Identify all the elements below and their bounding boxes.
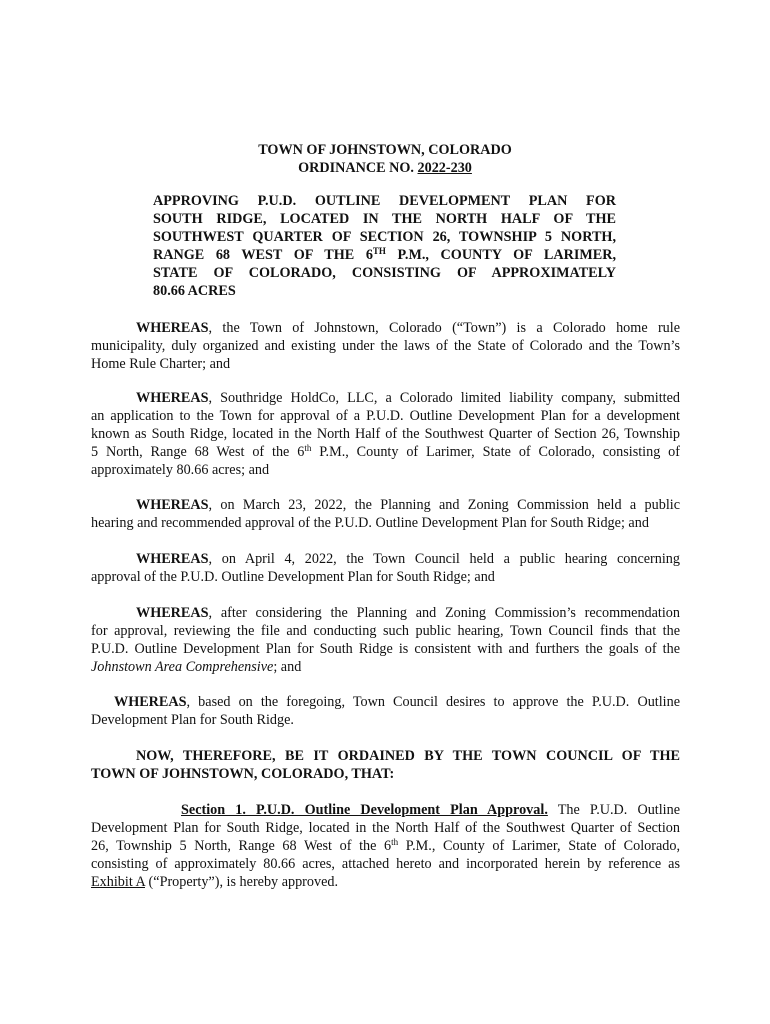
whereas-label: WHEREAS [136, 497, 209, 513]
title-line: SOUTH RIDGE, LOCATED IN THE NORTH HALF OF THE [153, 211, 616, 227]
ordinance-prefix: ORDINANCE NO. [298, 160, 418, 176]
title-line: APPROVING P.U.D. OUTLINE DEVELOPMENT PLAN FOR [153, 193, 616, 209]
town-heading: TOWN OF JOHNSTOWN, COLORADO [258, 142, 512, 158]
title-line: STATE OF COLORADO, CONSISTING OF APPROXIMATELY [153, 265, 616, 281]
whereas-paragraph-6: WHEREAS, based on the foregoing, Town Council desires to approve the P.U.D. Outline Development Plan for South Ridge. [91, 694, 680, 728]
whereas-paragraph-4: WHEREAS, on April 4, 2022, the Town Council held a public hearing concerning approval of the P.U.D. Outline Development Plan for South Ridge; and [91, 551, 680, 585]
section-1-paragraph: Section 1. P.U.D. Outline Development Plan Approval. The P.U.D. Outline Development Plan for South Ridge, located in the North Half of the Southwest Quarter of Section 26, Township 5 North, Range 68 West of the 6th P.M., County of Larimer, State of Colorado, consisting of approximately 80.66 acres, attached hereto and incorporated herein by reference as Exhibit A (“Property”), is hereby approved. [91, 802, 680, 890]
title-line: SOUTHWEST QUARTER OF SECTION 26, TOWNSHIP 5 NORTH, [153, 229, 616, 245]
whereas-label: WHEREAS [136, 320, 209, 336]
now-therefore-clause: NOW, THEREFORE, BE IT ORDAINED BY THE TOWN COUNCIL OF THE TOWN OF JOHNSTOWN, COLORADO, THAT: [91, 748, 680, 782]
whereas-label: WHEREAS [136, 551, 209, 567]
ordinance-number-heading [0, 159, 770, 177]
comprehensive-plan-title: Johnstown Area Comprehensive [91, 659, 274, 675]
exhibit-a-reference: Exhibit A [91, 874, 145, 890]
whereas-label: WHEREAS [114, 694, 187, 710]
whereas-paragraph-5: WHEREAS, after considering the Planning and Zoning Commission’s recommendation for approval, reviewing the file and conducting such public hearing, Town Council finds that the P.U.D. Outline Development Plan for South Ridge is consistent with and furthers the goals of the Johnstown Area Comprehensive; and [91, 605, 680, 675]
whereas-paragraph-1: WHEREAS, the Town of Johnstown, Colorado (“Town”) is a Colorado home rule municipality, duly organized and existing under the laws of the State of Colorado and the Town’s Home Rule Charter; and [91, 320, 680, 372]
ordinance-number: 2022-230 [417, 160, 472, 176]
title-line: 80.66 ACRES [153, 283, 236, 299]
whereas-label: WHEREAS [136, 390, 209, 406]
ordinance-title [153, 192, 616, 300]
whereas-label: WHEREAS [136, 605, 209, 621]
title-line: RANGE 68 WEST OF THE 6TH P.M., COUNTY OF LARIMER, [153, 246, 616, 263]
whereas-paragraph-2: WHEREAS, Southridge HoldCo, LLC, a Colorado limited liability company, submitted an application to the Town for approval of a P.U.D. Outline Development Plan for a development known as South Ridge, located in the North Half of the Southwest Quarter of Section 26, Township 5 North, Range 68 West of the 6th P.M., County of Larimer, State of Colorado, consisting of approximately 80.66 acres; and [91, 390, 680, 478]
section-1-heading: Section 1. P.U.D. Outline Development Plan Approval. [181, 802, 548, 818]
whereas-paragraph-3: WHEREAS, on March 23, 2022, the Planning and Zoning Commission held a public hearing and recommended approval of the P.U.D. Outline Development Plan for South Ridge; and [91, 497, 680, 531]
